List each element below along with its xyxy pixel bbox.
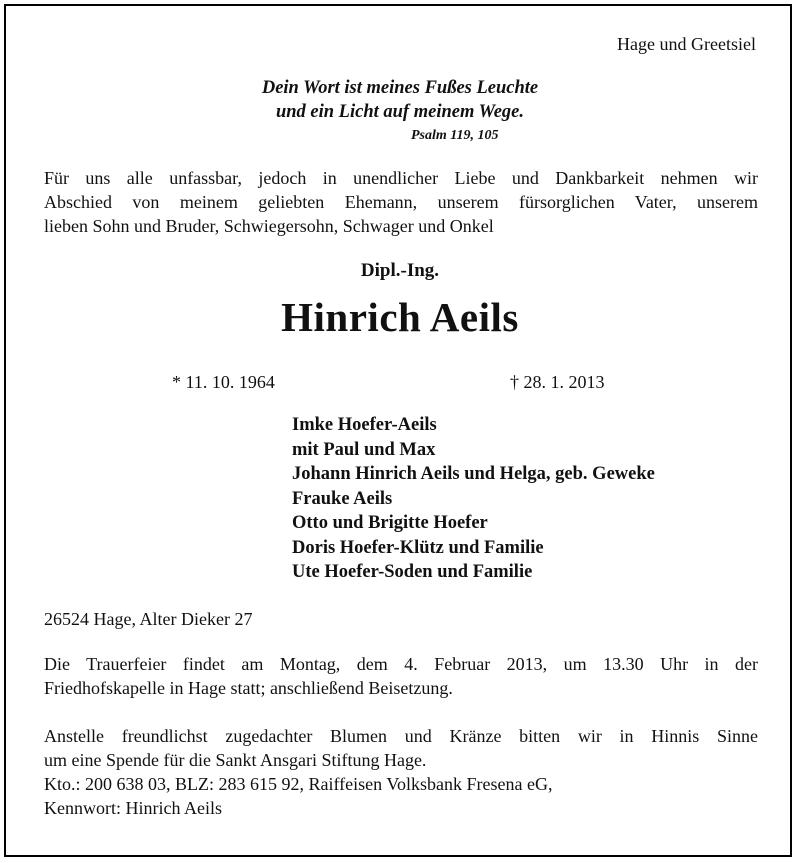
donation-line: Anstelle freundlichst zugedachter Blumen und Kränze bitten wir in Hinnis Sinne: [44, 726, 758, 746]
donation-paragraph: [44, 724, 758, 820]
deceased-name: Hinrich Aeils: [281, 294, 519, 340]
service-line: Die Trauerfeier findet am Montag, dem 4. Februar 2013, um 13.30 Uhr in der: [44, 654, 758, 674]
death-date: † 28. 1. 2013: [510, 372, 605, 392]
mourner-item: Otto und Brigitte Hoefer: [292, 513, 488, 533]
location-text: Hage und Greetsiel: [617, 34, 756, 54]
mourner-item: Imke Hoefer-Aeils: [292, 415, 437, 435]
bible-verse-line-1: Dein Wort ist meines Fußes Leuchte: [261, 78, 539, 98]
bible-verse-line-2: und ein Licht auf meinem Wege.: [275, 102, 525, 122]
mourner-item: mit Paul und Max: [292, 439, 436, 460]
donation-line: um eine Spende für die Sankt Ansgari Stiftung Hage.: [44, 750, 427, 770]
intro-line: Abschied von meinem geliebten Ehemann, unserem fürsorglichen Vater, unserem: [44, 192, 758, 212]
family-address: 26524 Hage, Alter Dieker 27: [44, 609, 253, 629]
mourner-item: Ute Hoefer-Soden und Familie: [292, 562, 533, 582]
birth-date: * 11. 10. 1964: [172, 372, 275, 392]
mourners-list: [292, 413, 655, 585]
intro-line: lieben Sohn und Bruder, Schwiegersohn, Schwager und Onkel: [44, 216, 494, 236]
mourner-item: Johann Hinrich Aeils und Helga, geb. Geweke: [292, 464, 655, 484]
intro-line: Für uns alle unfassbar, jedoch in unendlicher Liebe und Dankbarkeit nehmen wir: [44, 168, 758, 188]
donation-line: Kto.: 200 638 03, BLZ: 283 615 92, Raiffeisen Volksbank Fresena eG,: [44, 774, 553, 794]
academic-title: Dipl.-Ing.: [360, 260, 440, 281]
bible-verse-reference: Psalm 119, 105: [411, 128, 499, 143]
donation-line: Kennwort: Hinrich Aeils: [44, 798, 222, 818]
intro-paragraph: [44, 166, 758, 238]
mourner-item: Frauke Aeils: [292, 488, 393, 509]
mourner-item: Doris Hoefer-Klütz und Familie: [292, 537, 544, 558]
service-line: Friedhofskapelle in Hage statt; anschließend Beisetzung.: [44, 678, 453, 698]
funeral-service-paragraph: [44, 652, 758, 700]
